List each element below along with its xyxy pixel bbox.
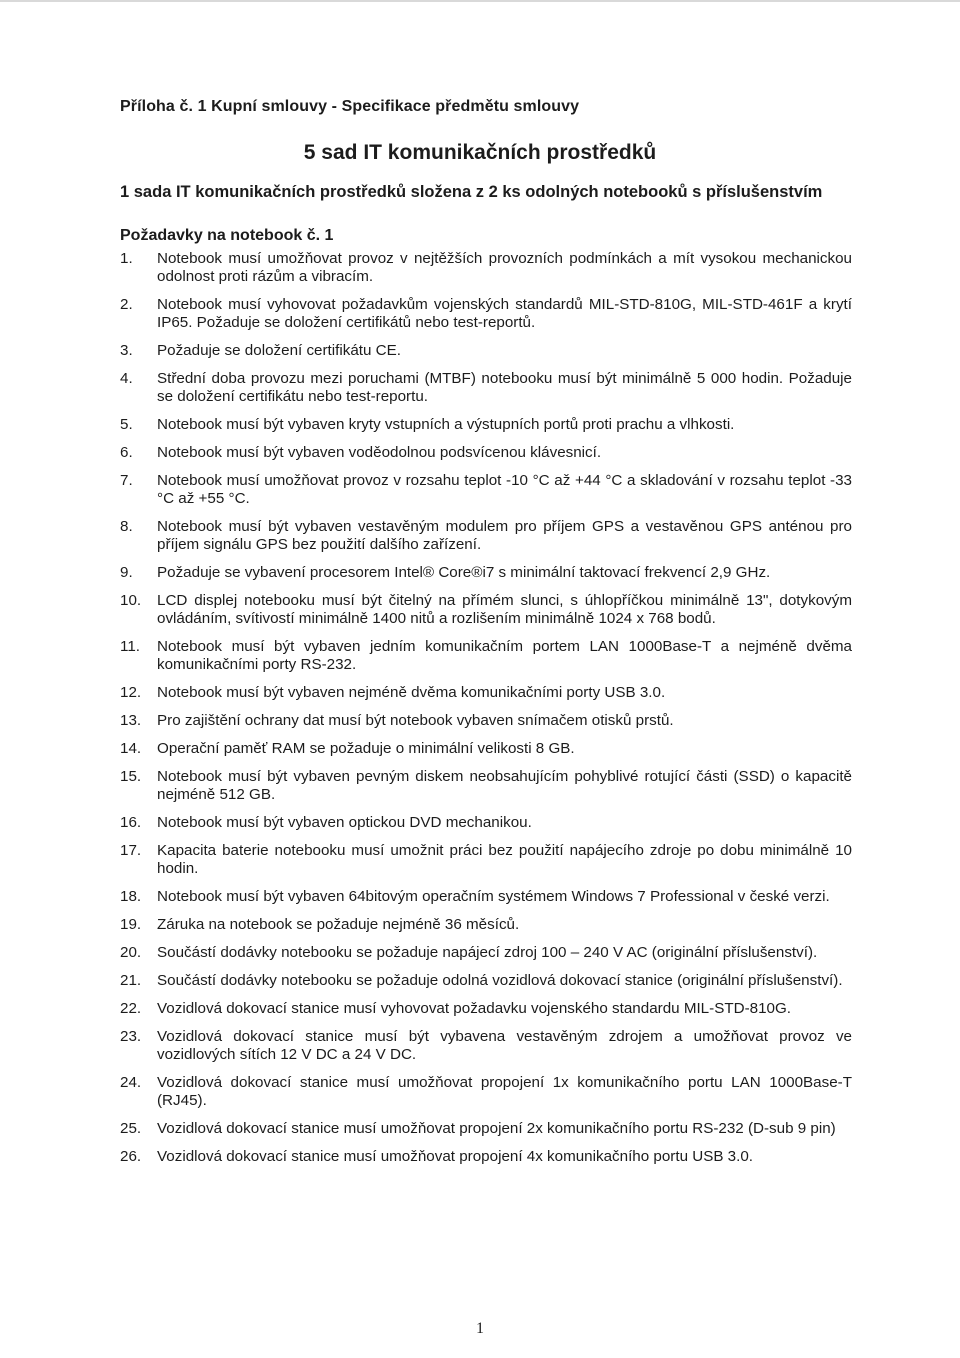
requirement-text: Kapacita baterie notebooku musí umožnit práci bez použití napájecího zdroje po dobu minimálně 10 hodin. [157,842,852,877]
requirement-item [120,518,852,554]
requirement-text: Notebook musí být vybaven voděodolnou podsvícenou klávesnicí. [157,444,602,461]
requirement-item [120,416,852,434]
requirement-text: Vozidlová dokovací stanice musí být vybavena vestavěným zdrojem a umožňovat provoz ve vozidlových sítích 12 V DC a 24 V DC. [157,1028,852,1063]
requirement-item [120,250,852,286]
requirement-item [120,768,852,804]
requirement-item [120,972,852,990]
requirement-number: 25. [120,1120,142,1137]
requirement-text: Požaduje se vybavení procesorem Intel® Core®i7 s minimální taktovací frekvencí 2,9 GHz. [157,564,771,581]
requirement-item [120,296,852,332]
requirement-text: Záruka na notebook se požaduje nejméně 36 měsíců. [157,916,520,933]
requirement-item [120,888,852,906]
requirement-number: 2. [120,296,133,313]
requirement-number: 13. [120,712,142,729]
requirement-number: 26. [120,1148,142,1165]
requirement-number: 3. [120,342,133,359]
requirement-text: Vozidlová dokovací stanice musí umožňovat propojení 4x komunikačního portu USB 3.0. [157,1148,754,1165]
page-number: 1 [476,1320,484,1337]
requirement-number: 10. [120,592,142,609]
requirement-item [120,1028,852,1064]
requirement-item [120,1074,852,1110]
requirement-number: 23. [120,1028,142,1045]
requirement-number: 6. [120,444,133,461]
requirement-item [120,444,852,462]
requirement-item [120,740,852,758]
requirement-item [120,684,852,702]
requirement-number: 24. [120,1074,142,1091]
section-heading: Požadavky na notebook č. 1 [120,227,334,244]
requirement-item [120,916,852,934]
requirement-item [120,814,852,832]
requirement-number: 1. [120,250,133,267]
requirement-item [120,472,852,508]
requirement-number: 8. [120,518,133,535]
requirement-text: Operační paměť RAM se požaduje o minimální velikosti 8 GB. [157,740,575,757]
requirement-number: 19. [120,916,142,933]
requirement-text: Notebook musí být vybaven nejméně dvěma komunikačními porty USB 3.0. [157,684,666,701]
requirement-item [120,842,852,878]
requirement-text: Součástí dodávky notebooku se požaduje odolná vozidlová dokovací stanice (originální příslušenství). [157,972,843,989]
requirement-number: 22. [120,1000,142,1017]
requirement-number: 12. [120,684,142,701]
requirement-item [120,592,852,628]
requirement-text: Střední doba provozu mezi poruchami (MTBF) notebooku musí být minimálně 5 000 hodin. Požaduje se doložení certifikátu nebo test-reportu. [157,370,852,405]
requirement-text: Notebook musí být vybaven optickou DVD mechanikou. [157,814,532,831]
requirement-number: 11. [120,638,140,655]
requirement-number: 4. [120,370,133,387]
requirement-item [120,1120,852,1138]
requirement-item [120,342,852,360]
requirement-text: Vozidlová dokovací stanice musí umožňovat propojení 1x komunikačního portu LAN 1000Base-T (RJ45). [157,1074,852,1109]
document-title: 5 sad IT komunikačních prostředků [303,141,657,164]
requirement-number: 7. [120,472,133,489]
requirement-text: Notebook musí být vybaven vestavěným modulem pro příjem GPS a vestavěnou GPS anténou pro příjem signálu GPS bez použití dalšího zařízení. [157,518,852,553]
requirement-item [120,712,852,730]
requirement-item [120,638,852,674]
requirement-text: Notebook musí být vybaven jedním komunikačním portem LAN 1000Base-T a nejméně dvěma komunikačními porty RS-232. [157,638,852,673]
requirement-item [120,370,852,406]
requirement-item [120,1148,852,1166]
requirement-text: Notebook musí umožňovat provoz v nejtěžších provozních podmínkách a mít vysokou mechanickou odolnost proti rázům a vibracím. [157,250,852,285]
document-header: Příloha č. 1 Kupní smlouvy - Specifikace předmětu smlouvy [120,98,580,115]
document-subtitle: 1 sada IT komunikačních prostředků složena z 2 ks odolných notebooků s příslušenstvím [120,183,823,201]
requirement-number: 20. [120,944,142,961]
requirement-number: 5. [120,416,133,433]
requirement-text: LCD displej notebooku musí být čitelný na přímém slunci, s úhlopříčkou minimálně 13", dotykovým ovládáním, svítivostí minimálně 1400 nitů a rozlišením minimálně 1024 x 768 bodů. [157,592,852,627]
requirement-item [120,1000,852,1018]
requirement-text: Pro zajištění ochrany dat musí být notebook vybaven snímačem otisků prstů. [157,712,674,729]
requirement-text: Požaduje se doložení certifikátu CE. [157,342,401,359]
requirements-list [120,250,852,1176]
requirement-number: 16. [120,814,142,831]
requirement-text: Vozidlová dokovací stanice musí umožňovat propojení 2x komunikačního portu RS-232 (D-sub 9 pin) [157,1120,836,1137]
requirement-text: Notebook musí umožňovat provoz v rozsahu teplot -10 °C až +44 °C a skladování v rozsahu teplot -33 °C až +55 °C. [157,472,852,507]
requirement-text: Součástí dodávky notebooku se požaduje napájecí zdroj 100 – 240 V AC (originální příslušenství). [157,944,818,961]
requirement-number: 15. [120,768,142,785]
requirement-text: Notebook musí být vybaven 64bitovým operačním systémem Windows 7 Professional v české verzi. [157,888,830,905]
requirement-number: 18. [120,888,142,905]
requirement-text: Notebook musí být vybaven kryty vstupních a výstupních portů proti prachu a vlhkosti. [157,416,735,433]
requirement-item [120,944,852,962]
requirement-number: 17. [120,842,142,859]
requirement-text: Vozidlová dokovací stanice musí vyhovovat požadavku vojenského standardu MIL-STD-810G. [157,1000,791,1017]
scan-edge [0,0,960,2]
requirement-number: 9. [120,564,133,581]
requirement-number: 14. [120,740,142,757]
requirement-number: 21. [120,972,142,989]
requirement-item [120,564,852,582]
requirement-text: Notebook musí být vybaven pevným diskem neobsahujícím pohyblivé rotující části (SSD) o kapacitě nejméně 512 GB. [157,768,852,803]
requirement-text: Notebook musí vyhovovat požadavkům vojenských standardů MIL-STD-810G, MIL-STD-461F a krytí IP65. Požaduje se doložení certifikátů nebo test-reportů. [157,296,852,331]
